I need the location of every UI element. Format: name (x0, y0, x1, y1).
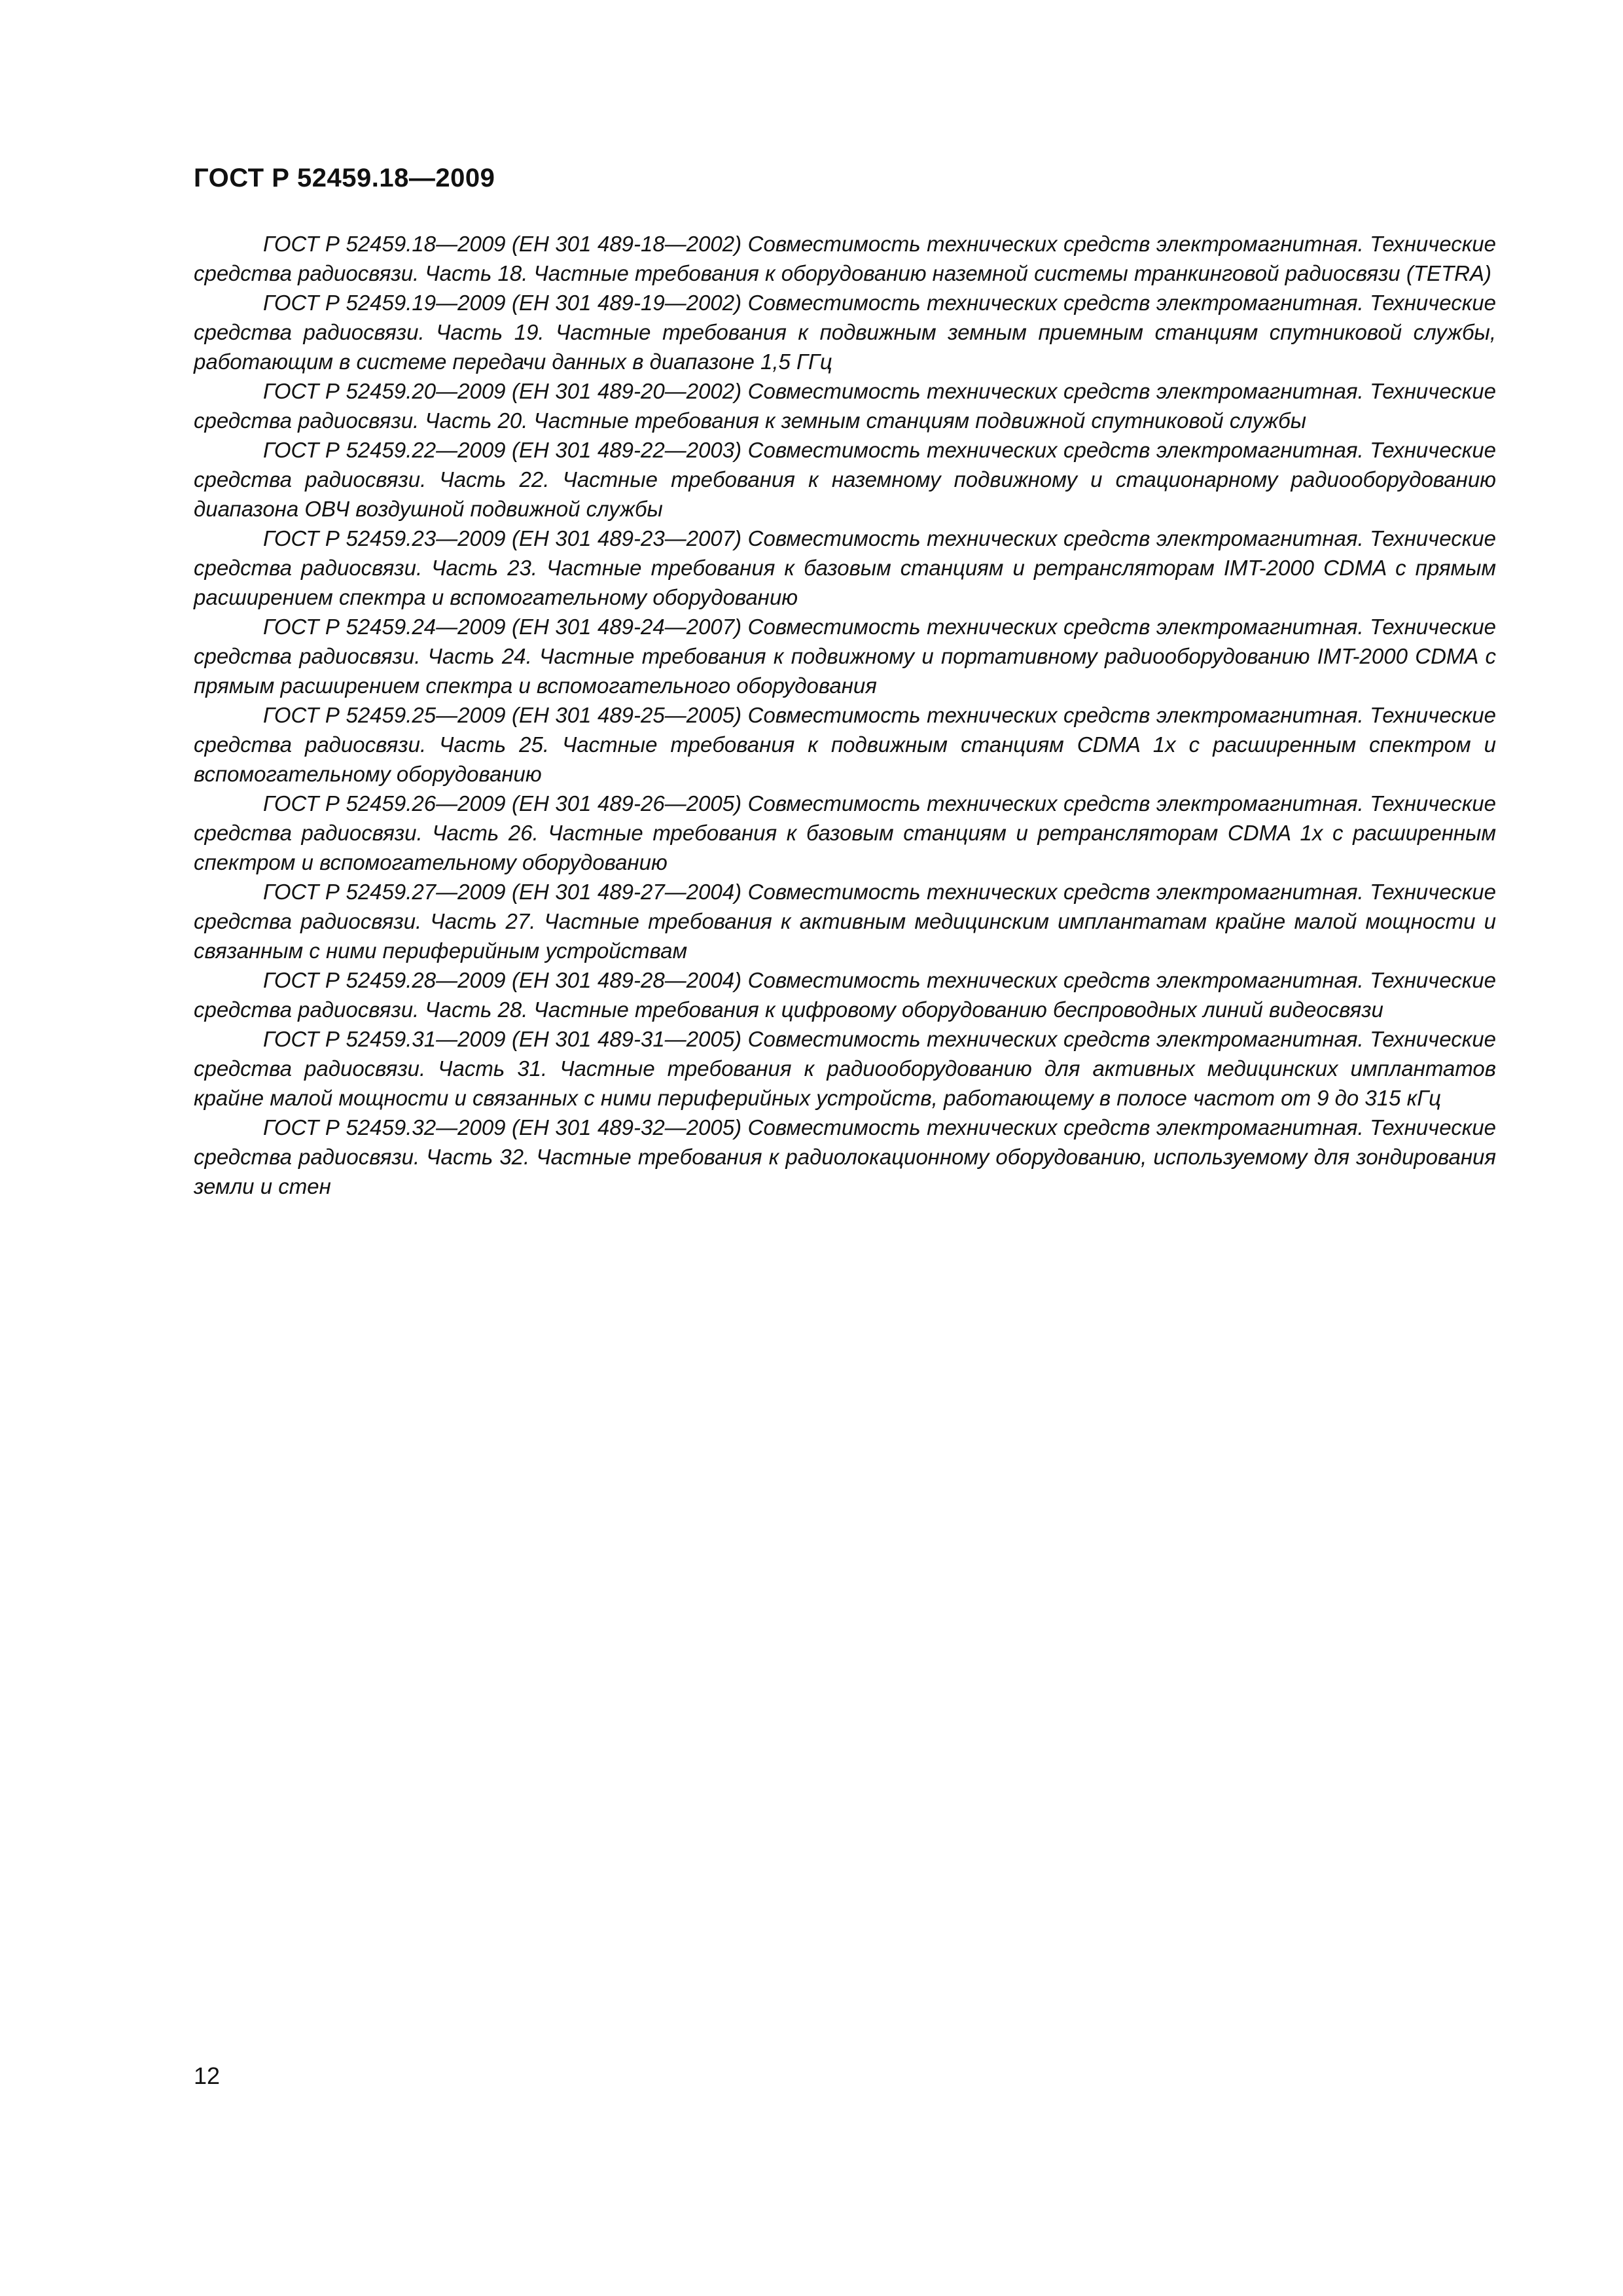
reference-item: ГОСТ Р 52459.32—2009 (ЕН 301 489-32—2005) Совместимость технических средств электромагнитная. Технические средства радиосвязи. Часть 32. Частные требования к радиолокационному оборудованию, используемому для зондирования земли и стен (194, 1115, 1496, 1198)
page-header (194, 162, 495, 194)
document-code: ГОСТ Р 52459.18—2009 (194, 164, 495, 192)
reference-item: ГОСТ Р 52459.28—2009 (ЕН 301 489-28—2004) Совместимость технических средств электромагнитная. Технические средства радиосвязи. Часть 28. Частные требования к цифровому оборудованию беспроводных линий видеосвязи (194, 968, 1496, 1022)
reference-item: ГОСТ Р 52459.26—2009 (ЕН 301 489-26—2005) Совместимость технических средств электромагнитная. Технические средства радиосвязи. Часть 26. Частные требования к базовым станциям и ретрансляторам CDMA 1x с расширенным спектром и вспомогательному оборудованию (194, 791, 1496, 874)
page-number: 12 (194, 2062, 221, 2089)
reference-item: ГОСТ Р 52459.18—2009 (ЕН 301 489-18—2002) Совместимость технических средств электромагнитная. Технические средства радиосвязи. Часть 18. Частные требования к оборудованию наземной системы транкинговой радиосвязи (TETRA) (194, 232, 1496, 285)
reference-list (194, 229, 1496, 1201)
reference-item: ГОСТ Р 52459.27—2009 (ЕН 301 489-27—2004) Совместимость технических средств электромагнитная. Технические средства радиосвязи. Часть 27. Частные требования к активным медицинским имплантатам крайне малой мощности и связанным с ними периферийным устройствам (194, 880, 1496, 963)
reference-item: ГОСТ Р 52459.31—2009 (ЕН 301 489-31—2005) Совместимость технических средств электромагнитная. Технические средства радиосвязи. Часть 31. Частные требования к радиооборудованию для активных медицинских имплантатов крайне малой мощности и связанных с ними периферийных устройств, работающему в полосе частот от 9 до 315 кГц (194, 1027, 1496, 1110)
reference-item: ГОСТ Р 52459.22—2009 (ЕН 301 489-22—2003) Совместимость технических средств электромагнитная. Технические средства радиосвязи. Часть 22. Частные требования к наземному подвижному и стационарному радиооборудованию диапазона ОВЧ воздушной подвижной службы (194, 438, 1496, 521)
reference-item: ГОСТ Р 52459.19—2009 (ЕН 301 489-19—2002) Совместимость технических средств электромагнитная. Технические средства радиосвязи. Часть 19. Частные требования к подвижным земным приемным станциям спутниковой службы, работающим в системе передачи данных в диапазоне 1,5 ГГц (194, 291, 1496, 374)
reference-item: ГОСТ Р 52459.23—2009 (ЕН 301 489-23—2007) Совместимость технических средств электромагнитная. Технические средства радиосвязи. Часть 23. Частные требования к базовым станциям и ретрансляторам IMT-2000 CDMA с прямым расширением спектра и вспомогательному оборудованию (194, 526, 1496, 609)
reference-item: ГОСТ Р 52459.24—2009 (ЕН 301 489-24—2007) Совместимость технических средств электромагнитная. Технические средства радиосвязи. Часть 24. Частные требования к подвижному и портативному радиооборудованию IMT-2000 CDMA с прямым расширением спектра и вспомогательного оборудования (194, 615, 1496, 698)
reference-item: ГОСТ Р 52459.25—2009 (ЕН 301 489-25—2005) Совместимость технических средств электромагнитная. Технические средства радиосвязи. Часть 25. Частные требования к подвижным станциям CDMA 1x с расширенным спектром и вспомогательному оборудованию (194, 703, 1496, 786)
reference-item: ГОСТ Р 52459.20—2009 (ЕН 301 489-20—2002) Совместимость технических средств электромагнитная. Технические средства радиосвязи. Часть 20. Частные требования к земным станциям подвижной спутниковой службы (194, 379, 1496, 433)
